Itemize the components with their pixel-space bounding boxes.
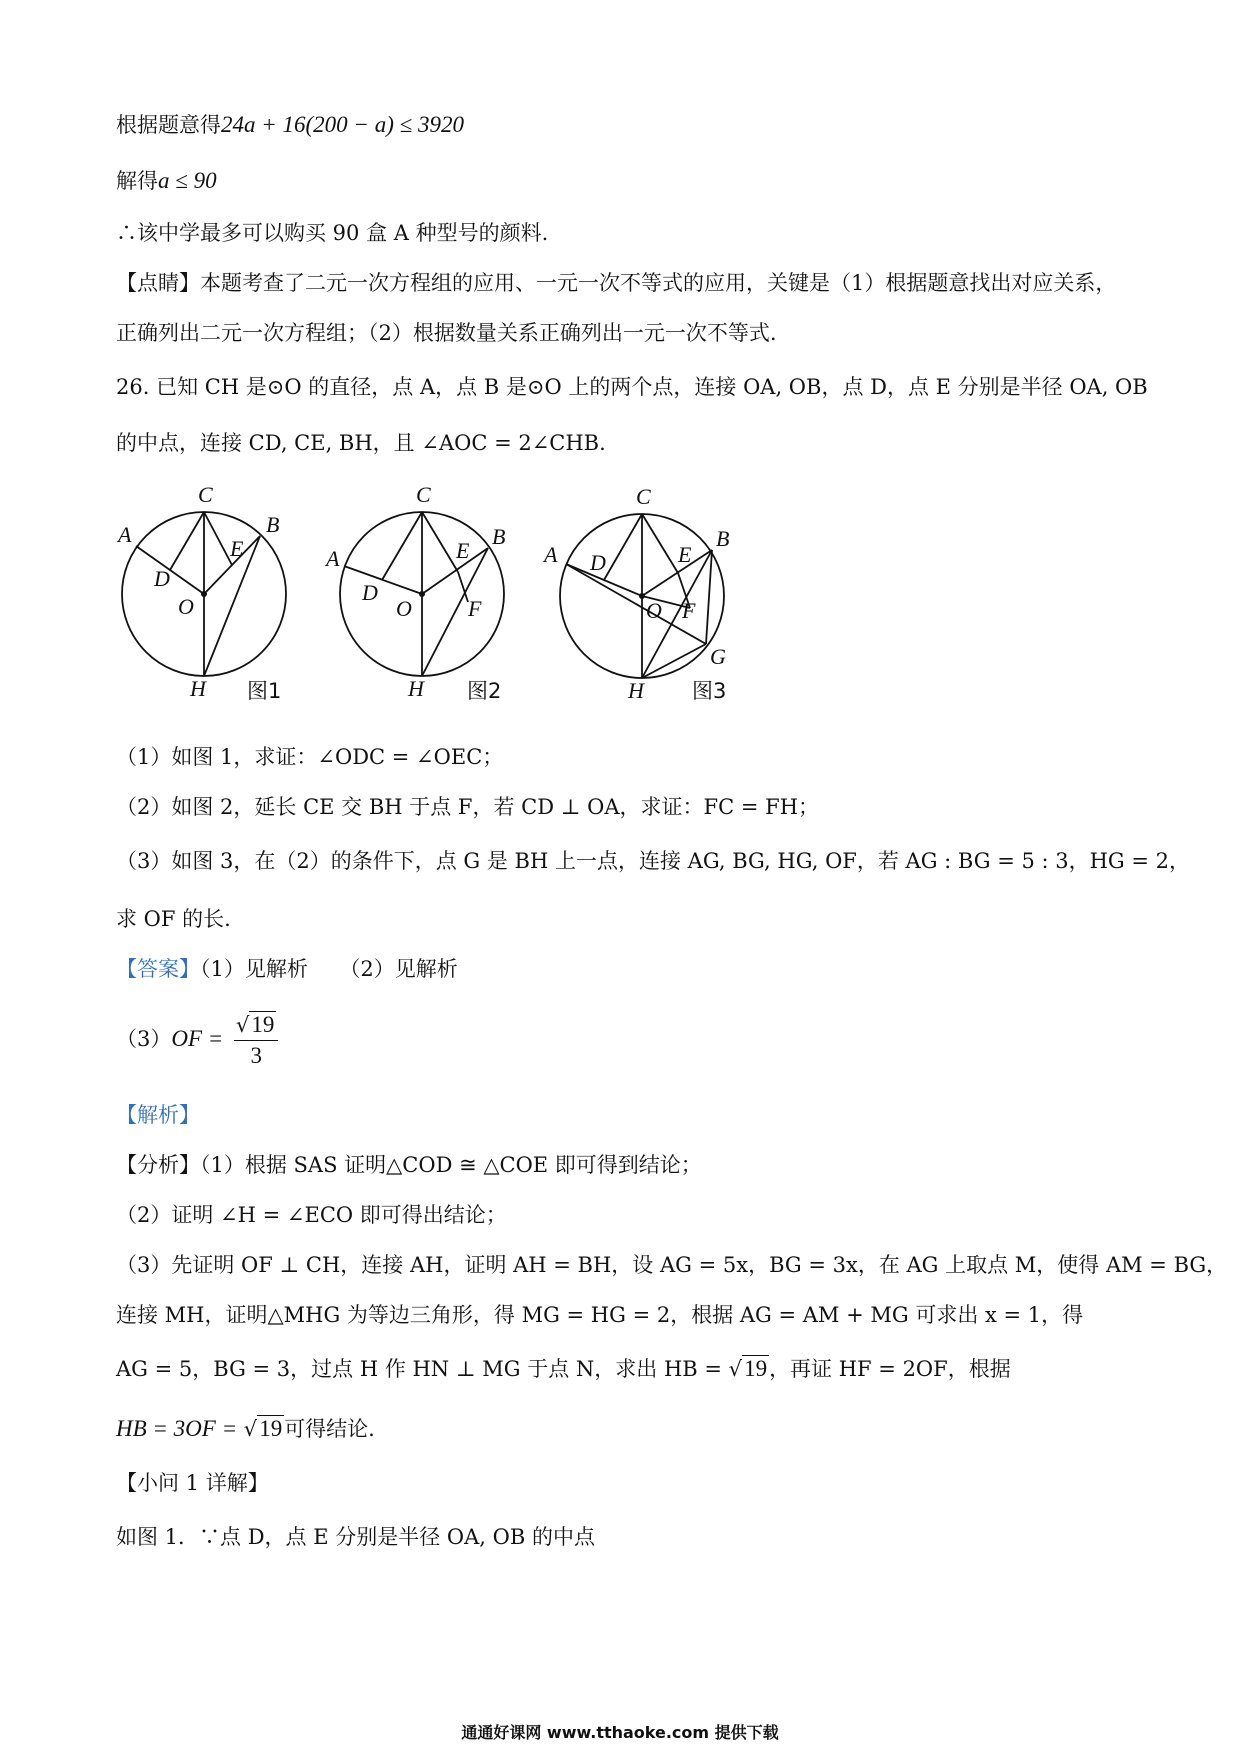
label-C: C <box>198 484 213 507</box>
label-F: F <box>682 598 696 623</box>
text-line-1: 根据题意得24a + 16(200 − a) ≤ 3920 <box>116 112 464 137</box>
label-G: G <box>710 644 726 669</box>
label-A: A <box>326 546 340 571</box>
label-E: E <box>456 538 470 563</box>
sub-question-1-tag: 【小问 1 详解】 <box>116 1471 269 1495</box>
analysis-line-6: HB = 3OF = √19可得结论. <box>116 1416 375 1441</box>
problem-26-line-2: 的中点，连接 CD, CE, BH，且 ∠AOC = 2∠CHB. <box>116 431 606 455</box>
label-H: H <box>628 678 644 703</box>
analysis-tag: 【解析】 <box>116 1103 200 1127</box>
label-D: D <box>590 550 606 575</box>
label-A: A <box>118 522 132 547</box>
analysis-line-2: （2）证明 ∠H = ∠ECO 即可得出结论； <box>116 1203 507 1227</box>
label-C: C <box>416 484 431 507</box>
figure-3 <box>540 484 750 704</box>
label-E: E <box>230 536 244 561</box>
text-line-5: 正确列出二元一次方程组；（2）根据数量关系正确列出一元一次不等式. <box>116 321 777 345</box>
analysis-line-1: 【分析】（1）根据 SAS 证明△COD ≅ △COE 即可得到结论； <box>116 1153 702 1177</box>
caption-fig-3: 图3 <box>692 679 727 703</box>
problem-26-line-1: 26. 已知 CH 是⊙O 的直径，点 A，点 B 是⊙O 上的两个点，连接 OA, OB，点 D，点 E 分别是半径 OA, OB <box>116 375 1148 399</box>
label-E: E <box>678 542 692 567</box>
caption-fig-1: 图1 <box>247 679 282 703</box>
caption-fig-2: 图2 <box>467 679 502 703</box>
solution-line-1: 如图 1．∵点 D，点 E 分别是半径 OA, OB 的中点 <box>116 1525 595 1549</box>
question-3-cont: 求 OF 的长. <box>116 907 231 931</box>
answer-3: （3）OF = $\frac{√19}{3}$ <box>116 1012 278 1069</box>
text-line-4: 【点睛】本题考查了二元一次方程组的应用、一元一次不等式的应用，关键是（1）根据题意找出对应关系， <box>116 271 1117 295</box>
figure-2 <box>322 484 522 704</box>
analysis-line-3: （3）先证明 OF ⊥ CH，连接 AH，证明 AH = BH，设 AG = 5x，BG = 3x，在 AG 上取点 M，使得 AM = BG， <box>116 1253 1228 1277</box>
analysis-line-4: 连接 MH，证明△MHG 为等边三角形，得 MG = HG = 2，根据 AG = AM + MG 可求出 x = 1，得 <box>116 1303 1084 1327</box>
label-H: H <box>408 676 424 701</box>
label-O: O <box>396 596 412 621</box>
text-line-2: 解得a ≤ 90 <box>116 168 217 193</box>
analysis-line-5: AG = 5，BG = 3，过点 H 作 HN ⊥ MG 于点 N，求出 HB = √19，再证 HF = 2OF，根据 <box>116 1356 1011 1381</box>
question-2: （2）如图 2，延长 CE 交 BH 于点 F，若 CD ⊥ OA，求证：FC = FH； <box>116 795 820 819</box>
label-O: O <box>646 598 662 623</box>
label-D: D <box>154 566 170 591</box>
label-B: B <box>716 526 730 551</box>
label-D: D <box>362 580 378 605</box>
label-C: C <box>636 484 651 509</box>
label-O: O <box>178 594 194 619</box>
answer-line: 【答案】（1）见解析 （2）见解析 <box>116 957 458 981</box>
label-H: H <box>190 676 206 701</box>
figure-1 <box>112 484 302 704</box>
question-3: （3）如图 3，在（2）的条件下，点 G 是 BH 上一点，连接 AG, BG, HG, OF，若 AG : BG = 5 : 3，HG = 2， <box>116 849 1191 873</box>
question-1: （1）如图 1，求证：∠ODC = ∠OEC； <box>116 745 504 769</box>
answer-fraction: $\frac{√19}{3}$ <box>234 1012 278 1069</box>
label-B: B <box>266 512 280 537</box>
footer: 通通好课网 www.tthaoke.com 提供下载 <box>461 1723 779 1742</box>
text-line-3: ∴该中学最多可以购买 90 盒 A 种型号的颜料. <box>116 221 549 245</box>
label-F: F <box>468 596 482 621</box>
label-B: B <box>492 524 506 549</box>
answer-tag: 【答案】 <box>116 957 200 981</box>
label-A: A <box>544 542 558 567</box>
